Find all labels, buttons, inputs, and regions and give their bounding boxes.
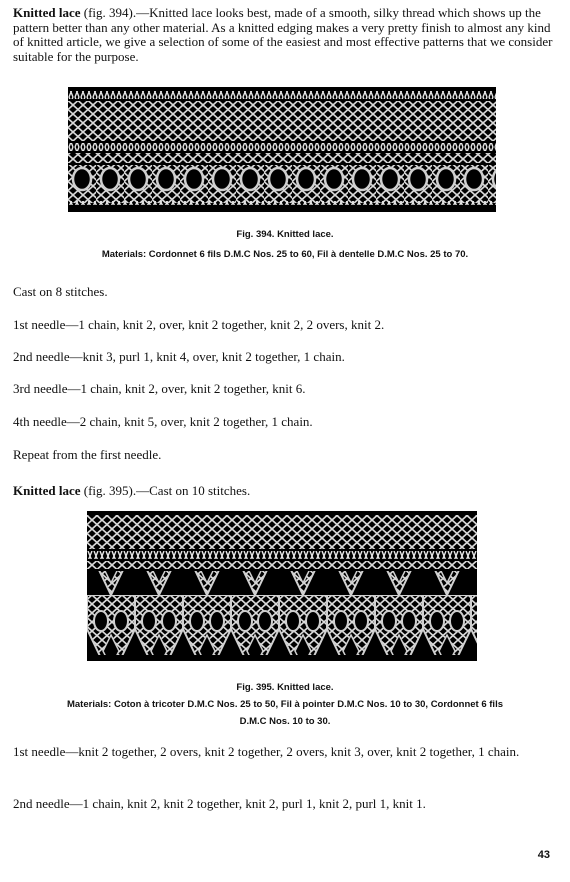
cast-on-instruction: Cast on 8 stitches. [13,284,108,299]
intro-figure-ref: (fig. 394). [80,5,137,20]
figure-394-caption: Fig. 394. Knitted lace. [236,229,334,240]
needle-4-instruction: 4th needle—2 chain, knit 5, over, knit 2 together, 1 chain. [13,414,313,429]
figure-394-lace-image [68,87,496,212]
figure-394-materials: Materials: Cordonnet 6 fils D.M.C Nos. 25 to 60, Fil à dentelle D.M.C Nos. 25 to 70. [101,249,469,260]
section-395-heading [13,483,250,499]
intro-heading: Knitted lace [13,5,81,20]
needle-2-instruction: 2nd needle—knit 3, purl 1, knit 4, over, knit 2 together, 1 chain. [13,349,345,364]
needle-1-instruction-395: 1st needle—knit 2 together, 2 overs, knit 2 together, 2 overs, knit 3, over, knit 2 together, 1 chain. [13,744,520,759]
intro-text: —Knitted lace looks best, made of a smooth, silky thread which shows up the pattern better than any other material. As a knitted edging makes a very pretty finish to almost any kind of knitted article, we give a selection of some of the easiest and most effective patterns that we consider suitable for the purpose. [13,5,553,64]
section-395-title: Knitted lace [13,483,81,498]
repeat-instruction: Repeat from the first needle. [13,447,162,462]
section-395-text: —Cast on 10 stitches. [136,483,251,498]
figure-395-materials-line-2: D.M.C Nos. 10 to 30. [239,716,331,727]
needle-2-instruction-395: 2nd needle—1 chain, knit 2, knit 2 together, knit 2, purl 1, knit 2, purl 1, knit 1. [13,796,426,811]
figure-395-lace-image [87,511,477,661]
section-395-figure-ref: (fig. 395). [80,483,137,498]
intro-paragraph [13,6,553,64]
needle-1-instruction: 1st needle—1 chain, knit 2, over, knit 2 together, knit 2, 2 overs, knit 2. [13,317,385,332]
figure-395-materials-line-1: Materials: Coton à tricoter D.M.C Nos. 25 to 50, Fil à pointer D.M.C Nos. 10 to 30, Cordonnet 6 fils [66,699,503,710]
needle-3-instruction: 3rd needle—1 chain, knit 2, over, knit 2 together, knit 6. [13,381,306,396]
page-number: 43 [537,849,550,861]
figure-395-caption: Fig. 395. Knitted lace. [236,682,334,693]
